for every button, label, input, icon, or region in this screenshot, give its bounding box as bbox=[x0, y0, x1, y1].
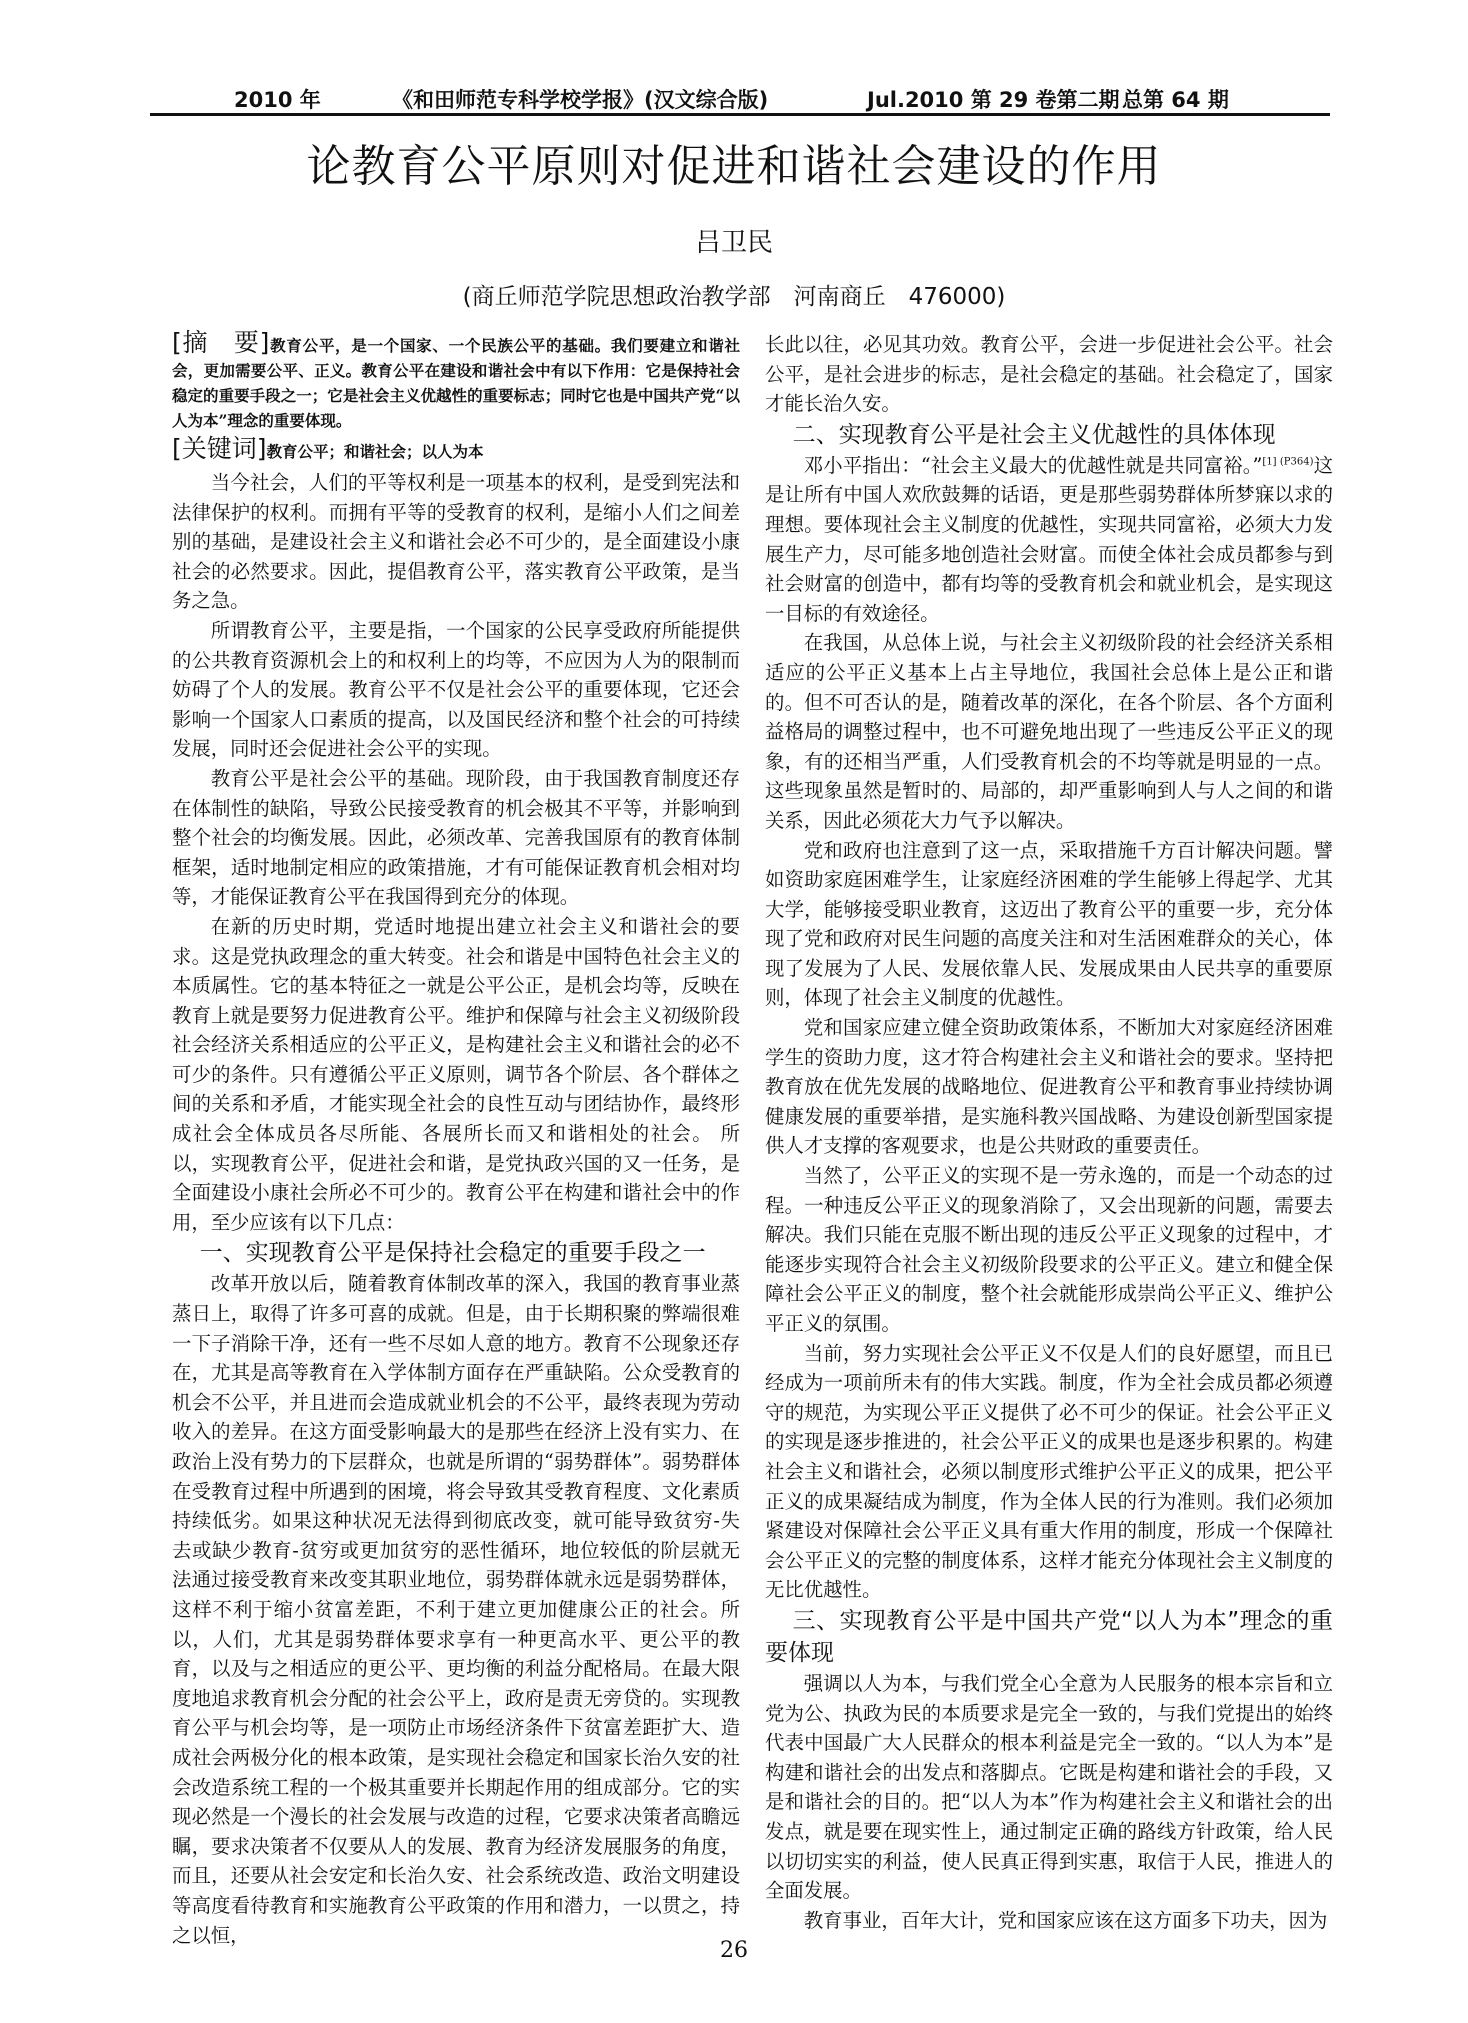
body-paragraph: 强调以人为本，与我们党全心全意为人民服务的根本宗旨和立党为公、执政为民的本质要求是完全一致的，与我们党提出的始终代表中国最广大人民群众的根本利益是完全一致的。“以人为本”是构建和谐社会的出发点和落脚点。它既是构建和谐社会的手段，又是和谐社会的目的。把“以人为本”作为构建社会主义和谐社会的出发点，就是要在现实性上，通过制定正确的路线方针政策，给人民以切切实实的利益，使人民真正得到实惠，取信于人民，推进人的全面发展。 bbox=[765, 1671, 1333, 1903]
body-paragraph bbox=[765, 451, 1333, 629]
body-paragraph: 党和国家应建立健全资助政策体系，不断加大对家庭经济困难学生的资助力度，这才符合构建社会主义和谐社会的要求。坚持把教育放在优先发展的战略地位、促进教育公平和教育事业持续协调健康发展的重要举措，是实施科教兴国战略、为建设创新型国家提供人才支撑的客观要求，也是公共财政的重要责任。 bbox=[765, 1016, 1333, 1158]
header-total-issue: 总第 64 期 bbox=[1122, 88, 1229, 112]
left-column bbox=[172, 330, 740, 1950]
keywords-text: 教育公平；和谐社会；以人为本 bbox=[266, 442, 484, 461]
abstract-text: 教育公平，是一个国家、一个民族公平的基础。我们要建立和谐社会，更加需要公平、正义。教育公平在建设和谐社会中有以下作用：它是保持社会稳定的重要手段之一；它是社会主义优越性的重要标志；同时它也是中国共产党“以人为本”理念的重要体现。 bbox=[172, 336, 740, 430]
quote-followup: 这是让所有中国人欢欣鼓舞的话语，更是那些弱势群体所梦寐以求的理想。要体现社会主义制度的优越性，实现共同富裕，必须大力发展生产力，尽可能多地创造社会财富。而使全体社会成员都参与到社会财富的创造中，都有均等的受教育机会和就业机会，是实现这一目标的有效途径。 bbox=[765, 453, 1333, 625]
body-paragraph: 党和政府也注意到了这一点，采取措施千方百计解决问题。譬如资助家庭困难学生，让家庭经济困难的学生能够上得起学、尤其大学，能够接受职业教育，这迈出了教育公平的重要一步，充分体现了党和政府对民生问题的高度关注和对生活困难群众的关心，体现了发展为了人民、发展依靠人民、发展成果由人民共享的重要原则，体现了社会主义制度的优越性。 bbox=[765, 838, 1333, 1010]
body-paragraph: 所谓教育公平，主要是指，一个国家的公民享受政府所能提供的公共教育资源机会上的和权利上的均等，不应因为人为的限制而妨碍了个人的发展。教育公平不仅是社会公平的重要体现，它还会影响一个国家人口素质的提高，以及国民经济和整个社会的可持续发展，同时还会促进社会公平的实现。 bbox=[172, 618, 740, 761]
body-paragraph: 当前，努力实现社会公平正义不仅是人们的良好愿望，而且已经成为一项前所未有的伟大实践。制度，作为全社会成员都必须遵守的规范，为实现公平正义提供了必不可少的保证。社会公平正义的实现是逐步推进的，社会公平正义的成果也是逐步积累的。构建社会主义和谐社会，必须以制度形式维护公平正义的成果，把公平正义的成果凝结成为制度，作为全体人民的行为准则。我们必须加紧建设对保障社会公平正义具有重大作用的制度，形成一个保障社会公平正义的完整的制度体系，这样才能充分体现社会主义制度的无比优越性。 bbox=[765, 1341, 1333, 1602]
header-journal-name: 《和田师范专科学校学报》(汉文综合版) bbox=[392, 88, 769, 112]
abstract bbox=[172, 330, 740, 433]
body-paragraph: 当今社会，人们的平等权利是一项基本的权利，是受到宪法和法律保护的权利。而拥有平等的受教育的权利，是缩小人们之间差别的基础，是建设社会主义和谐社会必不可少的，是全面建设小康社会的必然要求。因此，提倡教育公平，落实教育公平政策，是当务之急。 bbox=[172, 471, 740, 613]
body-paragraph-continued: 长此以往，必见其功效。教育公平，会进一步促进社会公平。社会公平，是社会进步的标志，是社会稳定的基础。社会稳定了，国家才能长治久安。 bbox=[765, 333, 1333, 416]
running-header bbox=[162, 84, 1312, 112]
body-paragraph: 当然了，公平正义的实现不是一劳永逸的，而是一个动态的过程。一种违反公平正义的现象消除了，又会出现新的问题，需要去解决。我们只能在克服不断出现的违反公平正义现象的过程中，才能逐步实现符合社会主义初级阶段要求的公平正义。建立和健全保障社会公平正义的制度，整个社会就能形成崇尚公平正义、维护公平正义的氛围。 bbox=[765, 1164, 1333, 1335]
citation-marker: [1] (P364) bbox=[1262, 456, 1314, 468]
body-paragraph: 在新的历史时期，党适时地提出建立社会主义和谐社会的要求。这是党执政理念的重大转变。社会和谐是中国特色社会主义的本质属性。它的基本特征之一就是公平公正，是机会均等，反映在教育上就是要努力促进教育公平。维护和保障与社会主义初级阶段社会经济关系相适应的公平正义，是构建社会主义和谐社会的必不可少的条件。只有遵循公平正义原则，调节各个阶层、各个群体之间的关系和矛盾，才能实现全社会的良性互动与团结协作，最终形成社会全体成员各尽所能、各展所长而又和谐相处的社会。 所以，实现教育公平，促进社会和谐，是党执政兴国的又一任务，是全面建设小康社会所必不可少的。教育公平在构建和谐社会中的作用，至少应该有以下几点： bbox=[172, 914, 740, 1234]
page-number: 26 bbox=[720, 1938, 748, 1963]
section-heading-3: 三、实现教育公平是中国共产党“以人为本”理念的重要体现 bbox=[765, 1607, 1333, 1666]
right-column bbox=[765, 330, 1333, 1935]
header-rule bbox=[150, 113, 1330, 116]
body-paragraph: 教育事业，百年大计，党和国家应该在这方面多下功夫，因为 bbox=[803, 1908, 1328, 1932]
abstract-label: [摘 要] bbox=[172, 328, 270, 357]
header-issue: Jul.2010 第 29 卷第二期 bbox=[867, 88, 1120, 112]
section-heading-2: 二、实现教育公平是社会主义优越性的具体体现 bbox=[792, 421, 1276, 448]
quote-text: 邓小平指出：“社会主义最大的优越性就是共同富裕。” bbox=[803, 453, 1263, 477]
article-affiliation: (商丘师范学院思想政治教学部 河南商丘 476000) bbox=[462, 284, 1006, 310]
article-author: 吕卫民 bbox=[694, 228, 773, 258]
body-paragraph: 改革开放以后，随着教育体制改革的深入，我国的教育事业蒸蒸日上，取得了许多可喜的成就。但是，由于长期积聚的弊端很难一下子消除干净，还有一些不尽如人意的地方。教育不公现象还存在，尤其是高等教育在入学体制方面存在严重缺陷。公众受教育的机会不公平，并且进而会造成就业机会的不公平，最终表现为劳动收入的差异。在这方面受影响最大的是那些在经济上没有实力、在政治上没有势力的下层群众，也就是所谓的“弱势群体”。弱势群体在受教育过程中所遇到的困境，将会导致其受教育程度、文化素质持续低劣。如果这种状况无法得到彻底改变，就可能导致贫穷-失去或缺少教育-贫穷或更加贫穷的恶性循环，地位较低的阶层就无法通过接受教育来改变其职业地位，弱势群体就永远是弱势群体，这样不利于缩小贫富差距，不利于建立更加健康公正的社会。所以，人们，尤其是弱势群体要求享有一种更高水平、更公平的教育，以及与之相适应的更公平、更均衡的利益分配格局。在最大限度地追求教育机会分配的社会公平上，政府是责无旁贷的。实现教育公平与机会均等，是一项防止市场经济条件下贫富差距扩大、造成社会两极分化的根本政策，是实现社会稳定和国家长治久安的社会改造系统工程的一个极其重要并长期起作用的组成部分。它的实现必然是一个漫长的社会发展与改造的过程，它要求决策者高瞻远瞩，要求决策者不仅要从人的发展、教育为经济发展服务的角度，而且，还要从社会安定和长治久安、社会系统改造、政治文明建设等高度看待教育和实施教育公平政策的作用和潜力，一以贯之，持之以恒， bbox=[172, 1272, 740, 1947]
keywords bbox=[172, 433, 740, 468]
header-year: 2010 年 bbox=[234, 88, 321, 112]
body-paragraph: 教育公平是社会公平的基础。现阶段，由于我国教育制度还存在体制性的缺陷，导致公民接受教育的机会极其不平等，并影响到整个社会的均衡发展。因此，必须改革、完善我国原有的教育体制框架，适时地制定相应的政策措施，才有可能保证教育机会相对均等，才能保证教育公平在我国得到充分的体现。 bbox=[172, 766, 740, 909]
section-heading-1: 一、实现教育公平是保持社会稳定的重要手段之一 bbox=[199, 1240, 706, 1267]
keywords-label: [关键词] bbox=[172, 434, 267, 463]
article-title: 论教育公平原则对促进和谐社会建设的作用 bbox=[306, 141, 1162, 192]
body-paragraph: 在我国，从总体上说，与社会主义初级阶段的社会经济关系相适应的公平正义基本上占主导地位，我国社会总体上是公正和谐的。但不可否认的是，随着改革的深化，在各个阶层、各个方面利益格局的调整过程中，也不可避免地出现了一些违反公平正义的现象，有的还相当严重，人们受教育机会的不均等就是明显的一点。这些现象虽然是暂时的、局部的，却严重影响到人与人之间的和谐关系，因此必须花大力气予以解决。 bbox=[765, 631, 1333, 832]
